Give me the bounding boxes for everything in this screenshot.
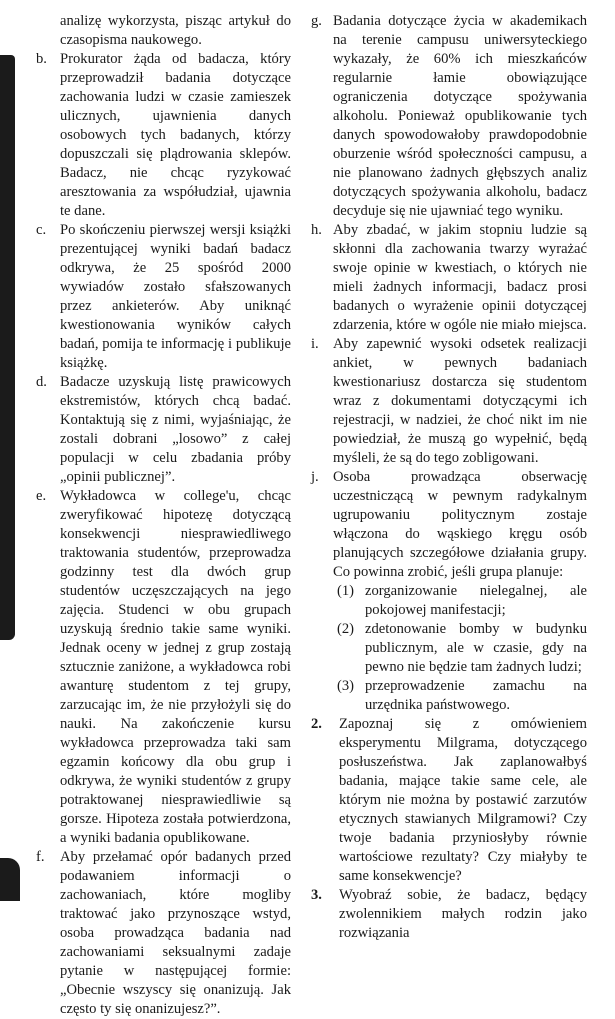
subitem-marker: (1): [337, 583, 355, 599]
item-i: [311, 335, 587, 468]
subitem-text: przeprowadzenie zamachu na urzędnika państwowego.: [365, 678, 587, 713]
item-text: Aby zbadać, w jakim stopniu ludzie są skłonni dla zachowania twarzy wyrażać swoje opinie w kwestiach, o których nie mieli żadnych informacji, badacz prosi badanych o wyrażenie opinii dotyczącej zdarzenia, które w ogóle nie miało miejsca.: [333, 222, 587, 333]
question-text: Zapoznaj się z omówieniem eksperymentu Milgrama, dotyczącego posłuszeństwa. Jak zaplanowałbyś badania, mające takie same cele, ale którym nie można by postawić zarzutów etycznych stawianych Milgramowi? Czy twoje badania przyniosłyby równie wartościowe rezultaty? Czy miałyby te same konsekwencje?: [339, 716, 587, 884]
question-3: [311, 886, 587, 943]
right-column: [311, 12, 587, 943]
item-e: [36, 487, 291, 848]
item-h: [311, 221, 587, 335]
subitem-marker: (3): [337, 678, 355, 694]
question-number: 3.: [311, 887, 322, 903]
item-marker: c.: [36, 222, 47, 238]
item-marker: f.: [36, 849, 45, 865]
item-b: [36, 50, 291, 221]
item-marker: e.: [36, 488, 47, 504]
item-c: [36, 221, 291, 373]
subitem-text: zorganizowanie nielegalnej, ale pokojowej manifestacji;: [365, 583, 587, 618]
item-text: Wykładowca w college'u, chcąc zweryfikować hipotezę dotyczącą konsekwencji niesprawiedliwego traktowania studentów, przeprowadza godzinny test dla dwóch grup studentów uczęszczających na jego zajęcia. Studenci w obu grupach uzyskują średnio takie same wyniki. Jednak oceny w jednej z grup zostają sztucznie zaniżone, a wykładowca robi awanturę studentom z tej grupy, zarzucając im, że nie przyłożyli się do nauki. Na zakończenie kursu wykładowca przeprowadza taki sam egzamin końcowy dla obu grup i odkrywa, że wyniki studentów z grupy potraktowanej niesprawiedliwie są gorsze. Hipoteza została potwierdzona, a wyniki badania opublikowane.: [60, 488, 291, 846]
item-text: Aby przełamać opór badanych przed podawaniem informacji o zachowaniach, które mogliby traktować jako przynoszące wstyd, osoba prowadząca badania nad zachowaniami seksualnymi zadaje pytanie w następującej formie: „Obecnie wszyscy się onanizują. Jak często ty się onanizujesz?”.: [60, 849, 291, 1017]
question-text: Wyobraź sobie, że badacz, będący zwolennikiem małych rodzin jako rozwiązania: [339, 887, 587, 941]
question-2: [311, 715, 587, 886]
item-text: Badacze uzyskują listę prawicowych ekstremistów, których chcą badać. Kontaktują się z nimi, wyjaśniając, że zostali dobrani „losowo” z całej populacji w celu zbadania próby „opinii publicznej”.: [60, 374, 291, 485]
item-g: [311, 12, 587, 221]
subitem-2: [333, 620, 587, 677]
item-j: [311, 468, 587, 715]
item-d: [36, 373, 291, 487]
item-text: Osoba prowadząca obserwację uczestniczącą w pewnym radykalnym ugrupowaniu politycznym zostaje włączona do wąskiego kręgu osób planujących szczegółowe działania grupy. Co powinna zrobić, jeśli grupa planuje:: [333, 469, 587, 580]
binding-shadow-bottom: [0, 858, 20, 901]
question-number: 2.: [311, 716, 322, 732]
subitem-3: [333, 677, 587, 715]
item-marker: h.: [311, 222, 322, 238]
item-a-continuation: analizę wykorzysta, pisząc artykuł do czasopisma naukowego.: [60, 13, 291, 48]
item-text: Badania dotyczące życia w akademikach na terenie campusu uniwersyteckiego wykazały, że 60% ich mieszkańców regularnie łamie obowiązujące ograniczenia dotyczące spożywania alkoholu. Ponieważ opublikowanie tych danych spowodowałoby prawdopodobnie oburzenie wśród społeczności campusu, a nie planowano żadnych głębszych analiz dotyczących spożywania alkoholu, badacz decyduje się nie ujawniać tego wyniku.: [333, 13, 587, 219]
item-marker: b.: [36, 51, 47, 67]
left-column: [36, 12, 291, 1019]
subitem-1: [333, 582, 587, 620]
binding-shadow-top: [0, 55, 15, 640]
item-marker: d.: [36, 374, 47, 390]
item-marker: g.: [311, 13, 322, 29]
subitem-marker: (2): [337, 621, 355, 637]
item-marker: i.: [311, 336, 319, 352]
subitem-text: zdetonowanie bomby w budynku publicznym, ale w czasie, gdy na pewno nie będzie tam żadnych ludzi;: [365, 621, 587, 675]
item-text: Po skończeniu pierwszej wersji książki prezentującej wyniki badań badacz odkrywa, że 25 spośród 2000 wywiadów zostało sfałszowanych przez ankieterów. Aby uniknąć kwestionowania wyników całych badań, pomija te informację i publikuje książkę.: [60, 222, 291, 371]
item-text: Aby zapewnić wysoki odsetek realizacji ankiet, w pewnych badaniach kwestionariusz dostarcza się studentom wraz z dokumentami dotyczącymi ich rejestracji, w nadziei, że choć nikt im nie powiedział, że muszą go wypełnić, będą myśleli, że są do tego zobligowani.: [333, 336, 587, 466]
item-text: Prokurator żąda od badacza, który przeprowadził badania dotyczące zachowania ludzi w czasie zamieszek ulicznych, ujawnienia danych osobowych tych badanych, którzy dopuszczali się plądrowania sklepów. Badacz, nie chcąc ryzykować aresztowania za współudział, ujawnia te dane.: [60, 51, 291, 219]
item-f: [36, 848, 291, 1019]
item-marker: j.: [311, 469, 319, 485]
